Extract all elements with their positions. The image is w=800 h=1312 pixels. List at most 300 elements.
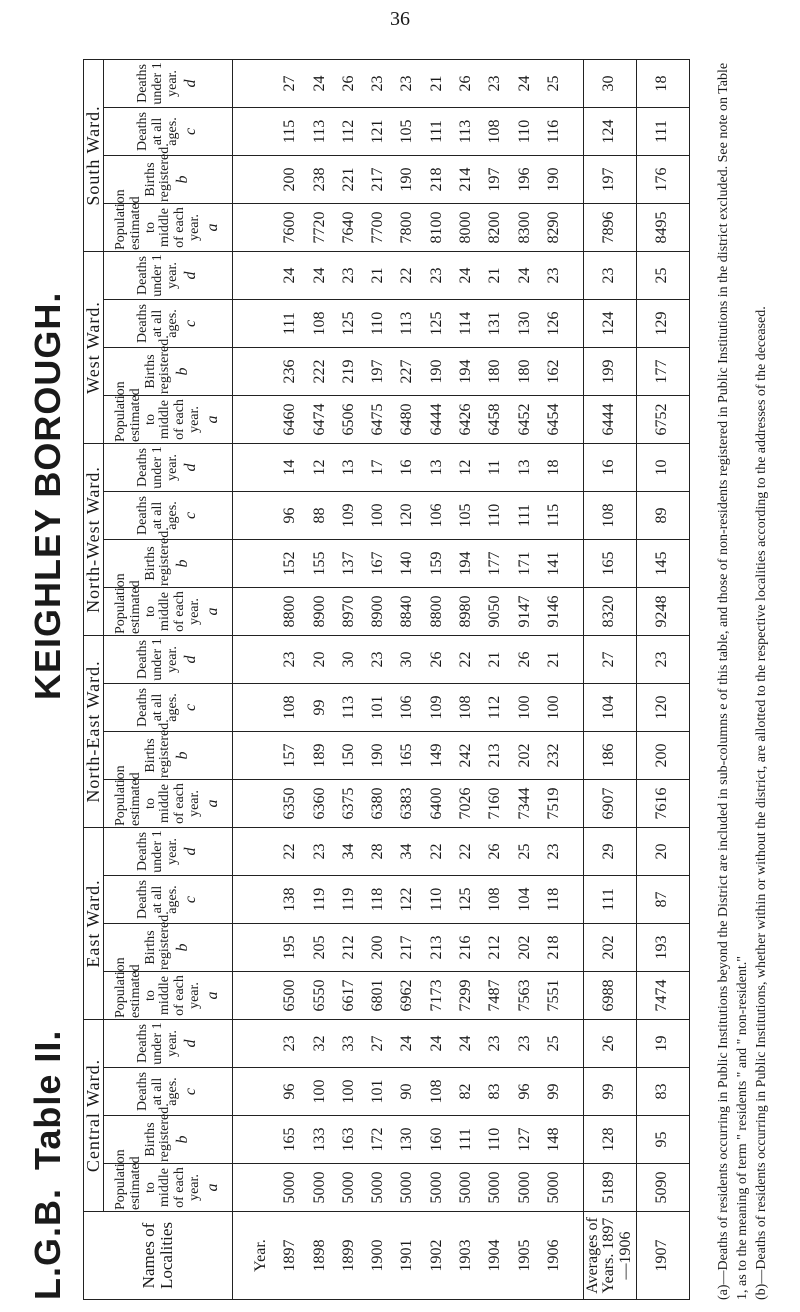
column-heading	[103, 765, 232, 827]
table-cell: 7344	[515, 787, 533, 820]
year-1907-cell: 20	[636, 827, 689, 875]
table-cell: 180	[515, 359, 533, 384]
year-1907-cell: 120	[636, 683, 689, 731]
page-number: 36	[390, 8, 410, 30]
column-heading-text: Population estimated to middle of each year.	[113, 957, 202, 1018]
column-heading	[103, 827, 232, 875]
column-heading-text: Births registered.	[142, 527, 173, 586]
table-cell: 8200	[486, 211, 504, 244]
table-cell: 108	[457, 695, 475, 720]
table-cell: 23	[515, 1035, 533, 1052]
table-cell: 130	[515, 311, 533, 336]
table-cell: 99	[310, 699, 328, 716]
average-cell: 23	[583, 251, 636, 299]
table-cell: 13	[427, 459, 445, 476]
table-cell: 96	[515, 1083, 533, 1100]
table-cell: 23	[310, 843, 328, 860]
average-cell: 108	[583, 491, 636, 539]
table-cell: 130	[398, 1127, 416, 1152]
year-1907-cell: 129	[636, 299, 689, 347]
table-cell: 172	[369, 1127, 387, 1152]
table-cell: 217	[369, 167, 387, 192]
table-cell: 25	[545, 75, 563, 92]
table-cell: 160	[427, 1127, 445, 1152]
table-cell: 212	[486, 935, 504, 960]
column-mark: d	[181, 463, 199, 472]
table-cell: 108	[281, 695, 299, 720]
ward-header: East Ward.	[84, 827, 104, 1019]
table-cell: 23	[545, 267, 563, 284]
table-cell: 118	[545, 887, 563, 912]
spacer	[253, 541, 270, 586]
spacer	[253, 109, 270, 154]
column-heading-text: Deaths at all ages.	[135, 112, 180, 151]
average-cell: 104	[583, 683, 636, 731]
year-1907-cell: 176	[636, 155, 689, 203]
table-cell: 122	[398, 887, 416, 912]
table-cell: 23	[398, 75, 416, 92]
column-mark: c	[181, 127, 199, 136]
table-cell: 27	[281, 75, 299, 92]
table-cell: 21	[545, 651, 563, 668]
table-cell: 100	[310, 1079, 328, 1104]
table-cell: 33	[339, 1035, 357, 1052]
year-1907-cell: 8495	[636, 203, 689, 251]
average-cell: 7896	[583, 203, 636, 251]
table-cell: 24	[515, 267, 533, 284]
table-cell: 113	[310, 119, 328, 144]
column-mark: b	[174, 175, 192, 184]
table-cell: 110	[486, 1127, 504, 1152]
table-cell: 165	[398, 743, 416, 768]
table-cell: 100	[369, 503, 387, 528]
table-cell: 6350	[281, 787, 299, 820]
table-cell: 25	[515, 843, 533, 860]
data-column	[232, 1164, 583, 1212]
column-heading	[103, 381, 232, 443]
table-cell: 162	[545, 359, 563, 384]
table-cell: 16	[398, 459, 416, 476]
average-cell: 30	[583, 59, 636, 107]
year-column	[232, 1212, 583, 1300]
column-mark: d	[181, 655, 199, 664]
spacer	[253, 589, 270, 634]
column-mark: c	[181, 319, 199, 328]
year-1907-cell: 25	[636, 251, 689, 299]
table-cell: 218	[427, 167, 445, 192]
table-cell: 165	[281, 1127, 299, 1152]
table-cell: 88	[310, 507, 328, 524]
year-value: 1897	[281, 1239, 299, 1272]
data-column	[232, 299, 583, 347]
average-cell: 124	[583, 299, 636, 347]
table-cell: 190	[369, 743, 387, 768]
spacer	[253, 1117, 270, 1162]
column-mark: b	[174, 751, 192, 760]
table-cell: 7800	[398, 211, 416, 244]
table-cell: 171	[515, 551, 533, 576]
table-cell: 202	[515, 743, 533, 768]
table-cell: 216	[457, 935, 475, 960]
table-cell: 96	[281, 507, 299, 524]
average-cell: 27	[583, 635, 636, 683]
table-cell: 34	[339, 843, 357, 860]
data-column	[232, 395, 583, 443]
table-cell: 108	[486, 887, 504, 912]
table-cell: 125	[457, 887, 475, 912]
table-cell: 13	[515, 459, 533, 476]
table-cell: 138	[281, 887, 299, 912]
table-cell: 194	[457, 359, 475, 384]
ward-header-row	[84, 59, 104, 1299]
table-header	[25, 60, 75, 1300]
table-cell: 25	[545, 1035, 563, 1052]
table-cell: 7519	[545, 787, 563, 820]
table-cell: 214	[457, 167, 475, 192]
column-heading-text: Births registered.	[142, 911, 173, 970]
column-heading-text: Deaths at all ages.	[135, 496, 180, 535]
column-heading-text: Deaths at all ages.	[135, 304, 180, 343]
column-heading-text: Deaths under 1 year.	[135, 446, 180, 489]
table-cell: 119	[310, 887, 328, 912]
table-cell: 6801	[369, 979, 387, 1012]
table-cell: 108	[427, 1079, 445, 1104]
table-cell: 111	[457, 1128, 475, 1151]
spacer	[253, 61, 270, 106]
table-cell: 7640	[339, 211, 357, 244]
year-1907-cell: 89	[636, 491, 689, 539]
data-column	[232, 1020, 583, 1068]
column-mark: a	[203, 415, 221, 424]
table-cell: 23	[339, 267, 357, 284]
table-cell: 32	[310, 1035, 328, 1052]
column-mark: d	[181, 1039, 199, 1048]
table-cell: 82	[457, 1083, 475, 1100]
column-mark: b	[174, 1135, 192, 1144]
column-mark: b	[174, 559, 192, 568]
table-cell: 227	[398, 359, 416, 384]
table-cell: 197	[369, 359, 387, 384]
table-cell: 200	[369, 935, 387, 960]
average-cell: 6907	[583, 779, 636, 827]
column-heading	[103, 573, 232, 635]
data-column	[232, 347, 583, 395]
table-cell: 28	[369, 843, 387, 860]
table-cell: 125	[339, 311, 357, 336]
spacer	[253, 877, 270, 922]
table-cell: 113	[339, 695, 357, 720]
table-cell: 6500	[281, 979, 299, 1012]
table-cell: 205	[310, 935, 328, 960]
column-heading-text: Births registered.	[142, 719, 173, 778]
spacer	[253, 157, 270, 202]
table-cell: 131	[486, 311, 504, 336]
table-cell: 26	[515, 651, 533, 668]
table-cell: 113	[398, 311, 416, 336]
table-cell: 8290	[545, 211, 563, 244]
table-cell: 7720	[310, 211, 328, 244]
column-heading-text: Deaths under 1 year.	[135, 1022, 180, 1065]
table-cell: 125	[427, 311, 445, 336]
spacer	[253, 445, 270, 490]
year-1907-cell: 200	[636, 731, 689, 779]
column-heading	[103, 957, 232, 1020]
table-cell: 24	[457, 1035, 475, 1052]
table-cell: 105	[398, 119, 416, 144]
table-cell: 22	[398, 267, 416, 284]
table-cell: 100	[545, 695, 563, 720]
ward-header: South Ward.	[84, 59, 104, 251]
table-cell: 238	[310, 167, 328, 192]
table-cell: 24	[398, 1035, 416, 1052]
table-cell: 213	[486, 743, 504, 768]
data-column	[232, 683, 583, 731]
column-heading	[103, 251, 232, 299]
average-cell: 8320	[583, 587, 636, 635]
table-cell: 6375	[339, 787, 357, 820]
table-cell: 221	[339, 167, 357, 192]
column-heading-text: Deaths under 1 year.	[135, 254, 180, 297]
average-cell: 202	[583, 924, 636, 972]
ward-header: West Ward.	[84, 251, 104, 443]
spacer	[253, 829, 270, 874]
table-cell: 22	[457, 651, 475, 668]
table-cell: 6480	[398, 403, 416, 436]
table-cell: 8900	[369, 595, 387, 628]
table-cell: 6506	[339, 403, 357, 436]
table-cell: 8300	[515, 211, 533, 244]
data-column	[232, 924, 583, 972]
table-cell: 5000	[457, 1171, 475, 1204]
table-cell: 126	[545, 311, 563, 336]
table-cell: 212	[339, 935, 357, 960]
table-cell: 155	[310, 551, 328, 576]
table-cell: 152	[281, 551, 299, 576]
spacer	[253, 733, 270, 778]
spacer	[253, 205, 270, 250]
year-1907-cell: 5090	[636, 1164, 689, 1212]
data-column	[232, 635, 583, 683]
table-cell: 13	[339, 459, 357, 476]
table-cell: 18	[545, 459, 563, 476]
table-cell: 6452	[515, 403, 533, 436]
table-cell: 177	[486, 551, 504, 576]
table-cell: 202	[515, 935, 533, 960]
table-cell: 23	[369, 651, 387, 668]
year-1907-cell: 83	[636, 1068, 689, 1116]
borough-title: KEIGHLEY BOROUGH.	[27, 291, 68, 700]
table-cell: 17	[369, 459, 387, 476]
table-cell: 8000	[457, 211, 475, 244]
average-cell: 111	[583, 876, 636, 924]
table-cell: 5000	[339, 1171, 357, 1204]
yearly-rows	[232, 59, 583, 1299]
table-cell: 27	[369, 1035, 387, 1052]
table-cell: 23	[427, 267, 445, 284]
table-cell: 6962	[398, 979, 416, 1012]
spacer	[253, 349, 270, 394]
column-heading	[103, 59, 232, 107]
table-cell: 189	[310, 743, 328, 768]
column-heading	[103, 443, 232, 491]
table-cell: 24	[310, 75, 328, 92]
table-cell: 196	[515, 167, 533, 192]
table-cell: 106	[398, 695, 416, 720]
column-mark: c	[181, 895, 199, 904]
table-cell: 9147	[515, 595, 533, 628]
table-cell: 9050	[486, 595, 504, 628]
year-value: 1904	[486, 1239, 504, 1272]
column-heading-text: Births registered.	[142, 1103, 173, 1162]
table-cell: 23	[486, 1035, 504, 1052]
column-mark: a	[203, 991, 221, 1000]
column-mark: c	[181, 1087, 199, 1096]
column-mark: d	[181, 271, 199, 280]
column-mark: a	[203, 799, 221, 808]
spacer	[253, 685, 270, 730]
column-mark: b	[174, 943, 192, 952]
table-cell: 6444	[427, 403, 445, 436]
data-column	[232, 1116, 583, 1164]
table-cell: 5000	[486, 1171, 504, 1204]
table-cell: 6617	[339, 979, 357, 1012]
table-cell: 12	[310, 459, 328, 476]
ward-header: North-West Ward.	[84, 443, 104, 635]
year-1907-cell: 23	[636, 635, 689, 683]
table-cell: 118	[369, 887, 387, 912]
table-cell: 24	[427, 1035, 445, 1052]
data-column	[232, 59, 583, 107]
spacer	[253, 637, 270, 682]
table-cell: 96	[281, 1083, 299, 1100]
table-cell: 5000	[369, 1171, 387, 1204]
ward-header: Central Ward.	[84, 1020, 104, 1212]
table-cell: 100	[515, 695, 533, 720]
average-cell: 199	[583, 347, 636, 395]
table-cell: 6454	[545, 403, 563, 436]
spacer	[253, 1021, 270, 1066]
table-cell: 7700	[369, 211, 387, 244]
year-value: 1903	[457, 1239, 475, 1272]
table-cell: 7299	[457, 979, 475, 1012]
table-cell: 23	[369, 75, 387, 92]
table-cell: 109	[339, 503, 357, 528]
averages-label: Averages of Years. 1897—1906	[583, 1212, 636, 1300]
column-mark: b	[174, 367, 192, 376]
data-column	[232, 827, 583, 875]
table-cell: 167	[369, 551, 387, 576]
table-cell: 24	[457, 267, 475, 284]
data-column	[232, 443, 583, 491]
table-cell: 190	[398, 167, 416, 192]
column-heading-text: Population estimated to middle of each year.	[113, 189, 202, 250]
table-cell: 99	[545, 1083, 563, 1100]
average-cell: 16	[583, 443, 636, 491]
table-cell: 108	[486, 119, 504, 144]
table-cell: 6383	[398, 787, 416, 820]
spacer	[253, 253, 270, 298]
year-1907-label: 1907	[636, 1212, 689, 1300]
table-cell: 180	[486, 359, 504, 384]
table-cell: 133	[310, 1127, 328, 1152]
table-cell: 26	[486, 843, 504, 860]
table-cell: 20	[310, 651, 328, 668]
table-cell: 26	[457, 75, 475, 92]
average-cell: 165	[583, 539, 636, 587]
spacer	[253, 925, 270, 970]
year-1907-cell: 145	[636, 539, 689, 587]
table-cell: 120	[398, 503, 416, 528]
table-cell: 21	[486, 651, 504, 668]
table-cell: 115	[545, 503, 563, 528]
table-cell: 9146	[545, 595, 563, 628]
table-cell: 159	[427, 551, 445, 576]
table-cell: 8800	[281, 595, 299, 628]
average-cell: 128	[583, 1116, 636, 1164]
table-cell: 30	[339, 651, 357, 668]
table-cell: 242	[457, 743, 475, 768]
table-cell: 7173	[427, 979, 445, 1012]
table-cell: 137	[339, 551, 357, 576]
table-cell: 5000	[427, 1171, 445, 1204]
average-cell: 29	[583, 827, 636, 875]
table-cell: 236	[281, 359, 299, 384]
table-cell: 5000	[545, 1171, 563, 1204]
spacer	[253, 973, 270, 1018]
column-heading-text: Deaths at all ages.	[135, 1072, 180, 1111]
column-mark: c	[181, 703, 199, 712]
data-column	[232, 779, 583, 827]
table-cell: 6426	[457, 403, 475, 436]
average-cell: 197	[583, 155, 636, 203]
data-column	[232, 539, 583, 587]
column-heading-text: Deaths under 1 year.	[135, 830, 180, 873]
table-cell: 218	[545, 935, 563, 960]
table-cell: 83	[486, 1083, 504, 1100]
table-cell: 22	[457, 843, 475, 860]
table-cell: 113	[457, 119, 475, 144]
table-cell: 11	[486, 459, 504, 476]
table-cell: 24	[281, 267, 299, 284]
year-1907-row	[636, 59, 689, 1299]
year-1907-cell: 18	[636, 59, 689, 107]
table-cell: 110	[486, 503, 504, 528]
table-cell: 6360	[310, 787, 328, 820]
column-mark: a	[203, 607, 221, 616]
column-heading-text: Deaths at all ages.	[135, 688, 180, 727]
table-cell: 24	[515, 75, 533, 92]
column-heading	[103, 1020, 232, 1068]
data-column	[232, 107, 583, 155]
table-cell: 6550	[310, 979, 328, 1012]
table-cell: 8100	[427, 211, 445, 244]
table-cell: 163	[339, 1127, 357, 1152]
average-cell: 186	[583, 731, 636, 779]
year-value: 1898	[310, 1239, 328, 1272]
table-cell: 219	[339, 359, 357, 384]
table-cell: 110	[369, 311, 387, 336]
table-cell: 111	[281, 312, 299, 335]
year-1907-cell: 193	[636, 924, 689, 972]
column-heading-text: Deaths at all ages.	[135, 880, 180, 919]
spacer	[253, 493, 270, 538]
table-cell: 148	[545, 1127, 563, 1152]
footnote-b: (b)—Deaths of residents occurring in Public Institutions, whether within or without the district, are allotted to the respective localities according to the addresses of the deceased.	[753, 306, 769, 1300]
table-cell: 26	[427, 651, 445, 668]
table-cell: 21	[369, 267, 387, 284]
data-column	[232, 203, 583, 251]
table-cell: 8800	[427, 595, 445, 628]
